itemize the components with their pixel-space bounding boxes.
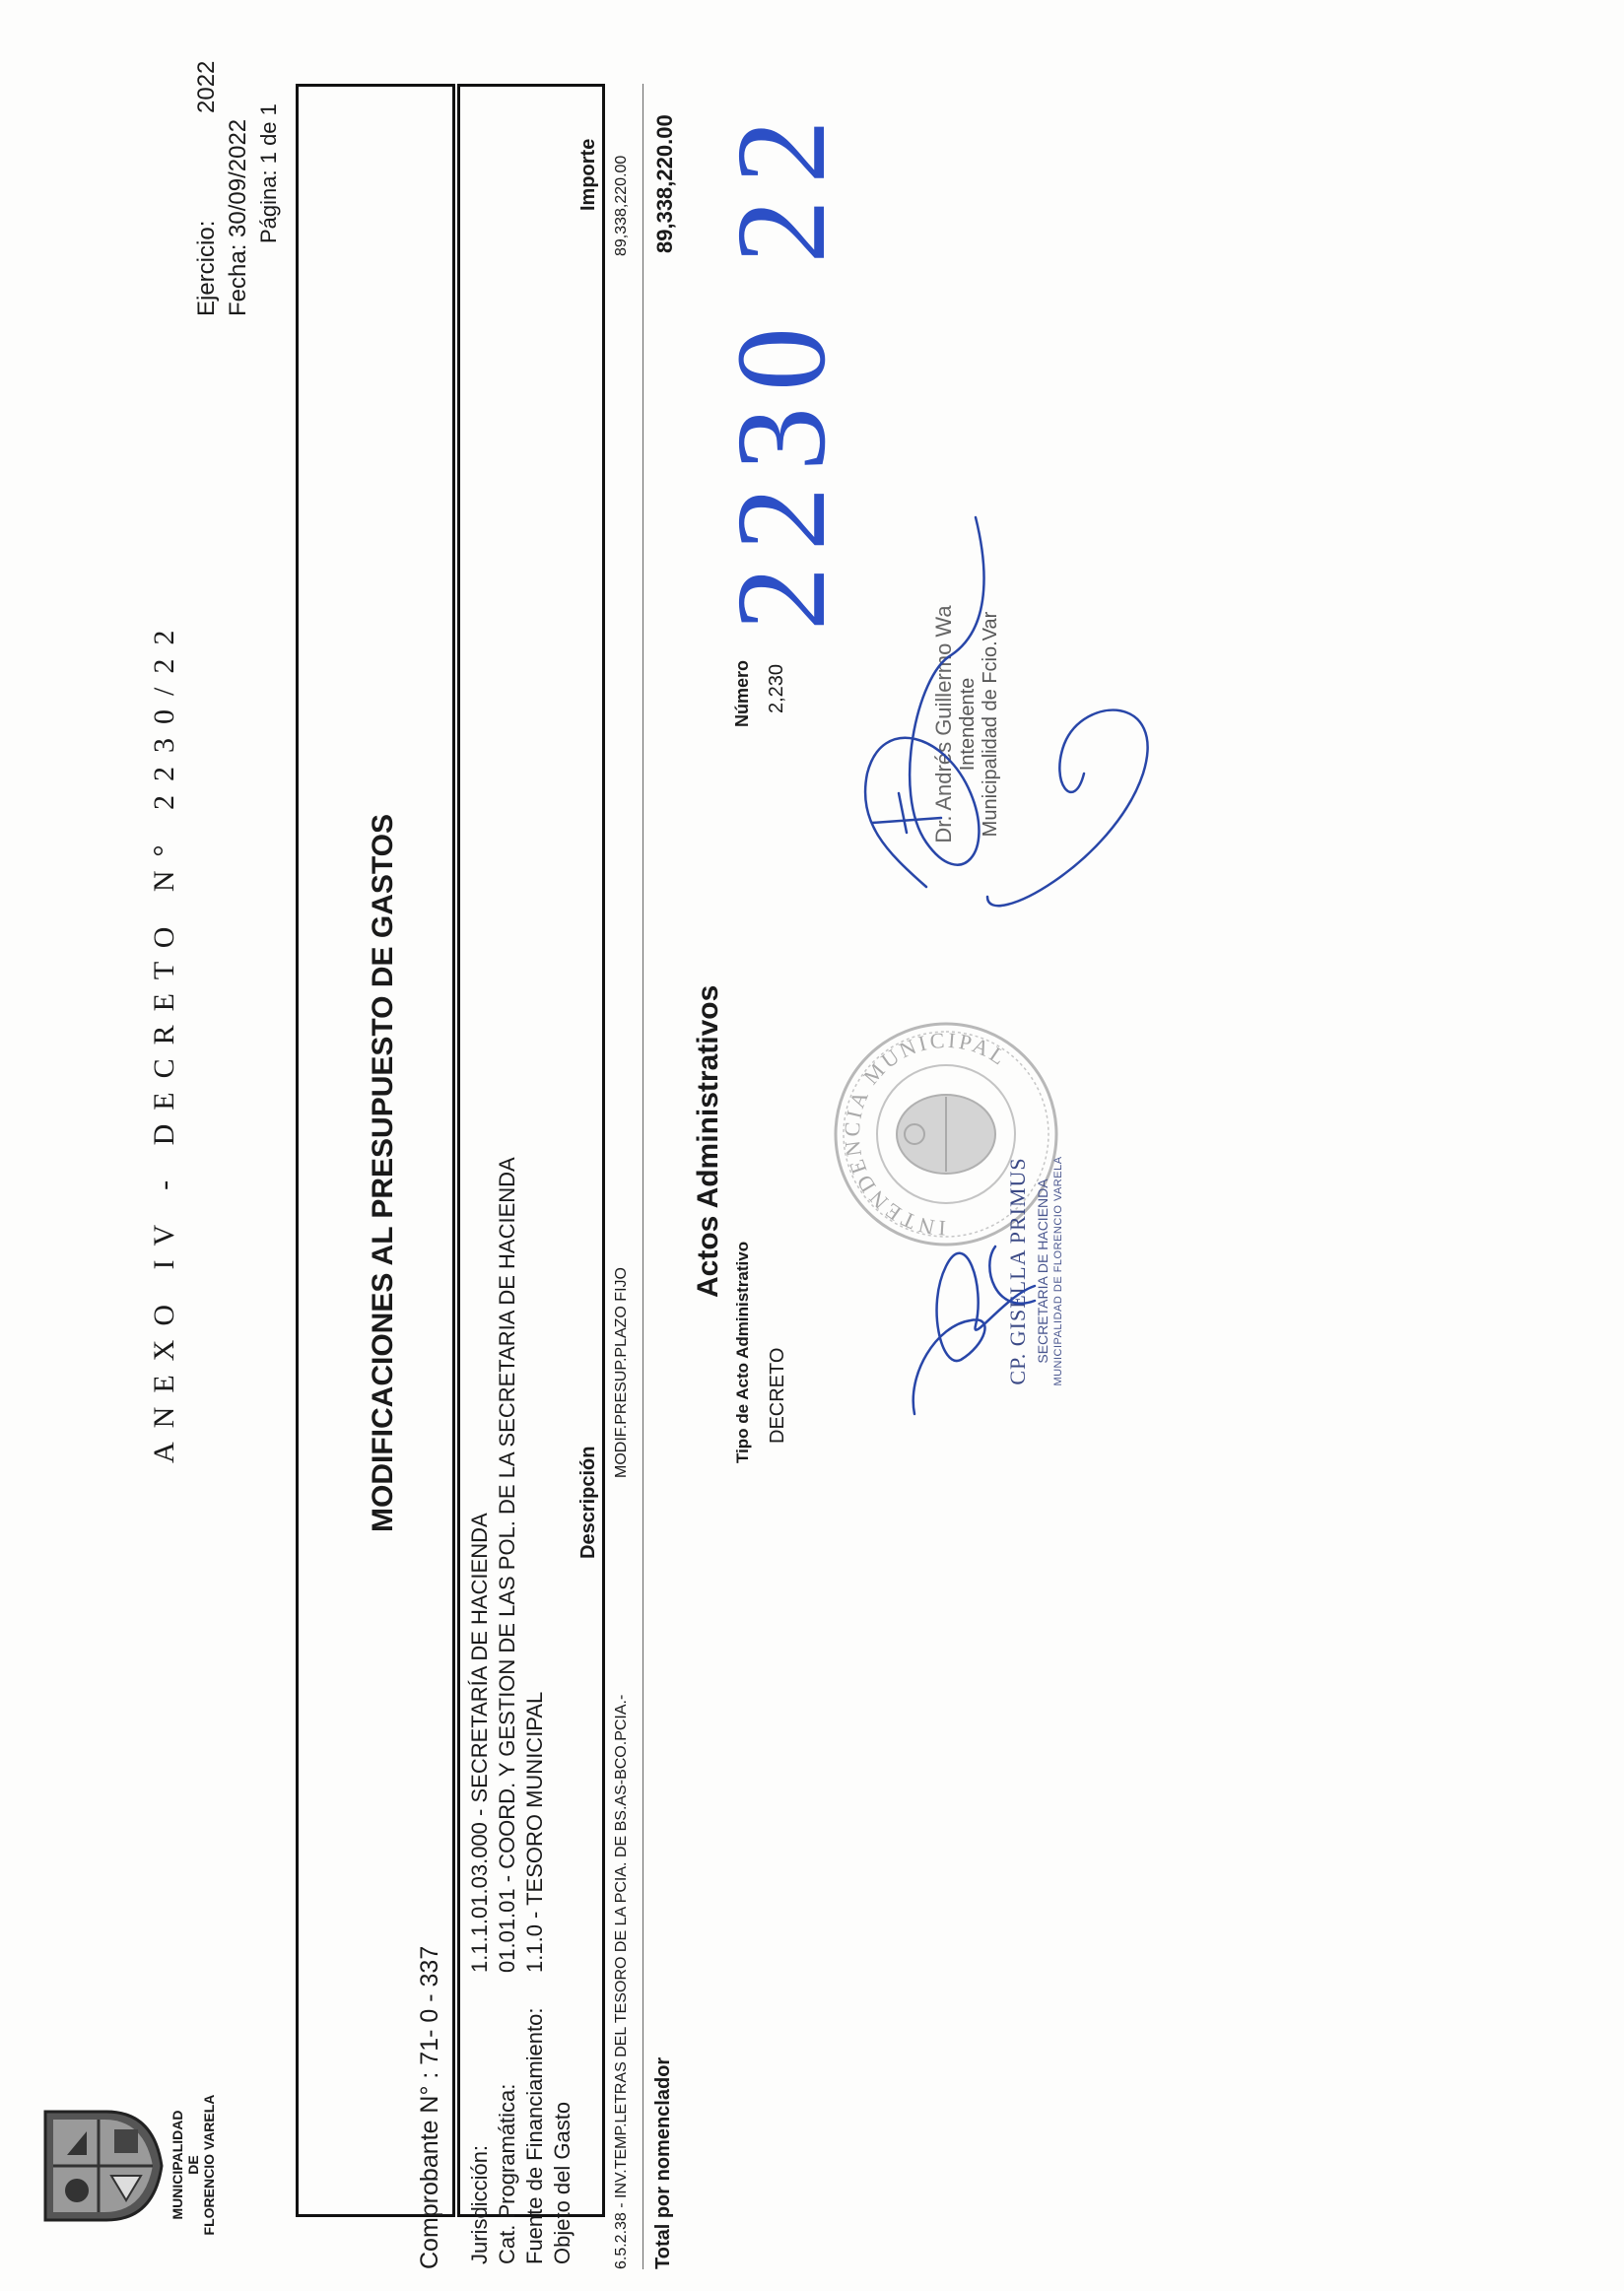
total-label: Total por nomenclador bbox=[652, 2056, 674, 2269]
seal-text: INTENDENCIA MUNICIPAL bbox=[839, 1027, 1013, 1242]
handwritten-decree-number-stamp: 2230 22 bbox=[710, 103, 852, 631]
page-title: MODIFICACIONES AL PRESUPUESTO DE GASTOS bbox=[367, 814, 399, 1532]
logo-caption-line: FLORENCIO VARELA bbox=[201, 2094, 217, 2236]
actos-administrativos-title: Actos Administrativos bbox=[692, 984, 724, 1298]
fuente-financiamiento-label: Fuente de Financiamiento: bbox=[522, 2007, 547, 2264]
tipo-acto-value: DECRETO bbox=[767, 1347, 788, 1444]
comprobante-number: Comprobante N° : 71- 0 - 337 bbox=[416, 1945, 443, 2269]
fecha-line: Fecha: 30/09/2022 bbox=[225, 118, 251, 316]
logo-caption-line: MUNICIPALIDAD bbox=[169, 2110, 185, 2220]
logo-caption-line: DE bbox=[185, 2155, 201, 2175]
signer-organization: Municipalidad de Fcio.Var bbox=[980, 611, 1001, 838]
ejercicio-value: 2022 bbox=[193, 60, 220, 113]
fuente-financiamiento-value: 1.1.0 - TESORO MUNICIPAL bbox=[522, 1691, 547, 1973]
tipo-acto-header: Tipo de Acto Administrativo bbox=[733, 1241, 752, 1463]
signer-name: CP. GISELLA PRIMUS bbox=[1005, 1157, 1030, 1385]
signature-intendente bbox=[931, 537, 1002, 911]
objeto-gasto-label: Objeto del Gasto bbox=[550, 2101, 575, 2264]
signer-name: Dr. Andrés Guillermo Wa bbox=[931, 605, 956, 843]
table-row-importe: 89,338,220.00 bbox=[613, 155, 630, 256]
numero-header: Número bbox=[732, 659, 752, 727]
jurisdiccion-label: Jurisdicción: bbox=[467, 2144, 492, 2264]
anexo-heading: ANEXO IV - DECRETO N° 2230/22 bbox=[148, 616, 180, 1463]
signature-secretaria bbox=[1005, 1094, 1064, 1449]
table-row-codigo: 6.5.2.38 - INV.TEMP.LETRAS DEL TESORO DE LA PCIA. DE BS.AS-BCO.PCIA.- bbox=[613, 1694, 630, 2269]
logo-caption bbox=[169, 2066, 217, 2263]
municipal-logo-icon bbox=[37, 2102, 166, 2230]
ejercicio-label: Ejercicio: bbox=[193, 220, 220, 316]
signer-organization: MUNICIPALIDAD DE FLORENCIO VARELA bbox=[1052, 1156, 1064, 1386]
signature-stroke-right bbox=[987, 710, 1148, 907]
jurisdiccion-value: 1.1.1.01.03.000 - SECRETARÍA DE HACIENDA bbox=[467, 1513, 492, 1973]
descripcion-column-header: Descripción bbox=[577, 1446, 599, 1559]
pagina-line: Página: 1 de 1 bbox=[256, 103, 281, 243]
total-importe: 89,338,220.00 bbox=[652, 114, 677, 253]
importe-column-header: Importe bbox=[577, 138, 599, 211]
cat-programatica-value: 01.01.01 - COORD. Y GESTION DE LAS POL. DE LA SECRETARIA DE HACIENDA bbox=[495, 1157, 519, 1973]
signer-role: Intendente bbox=[957, 677, 979, 772]
cat-programatica-label: Cat. Programática: bbox=[495, 2083, 519, 2264]
signer-role: SECRETARIA DE HACIENDA bbox=[1035, 1179, 1050, 1364]
numero-value: 2,230 bbox=[766, 663, 787, 713]
table-row-descripcion: MODIF.PRESUP.PLAZO FIJO bbox=[613, 1267, 630, 1478]
